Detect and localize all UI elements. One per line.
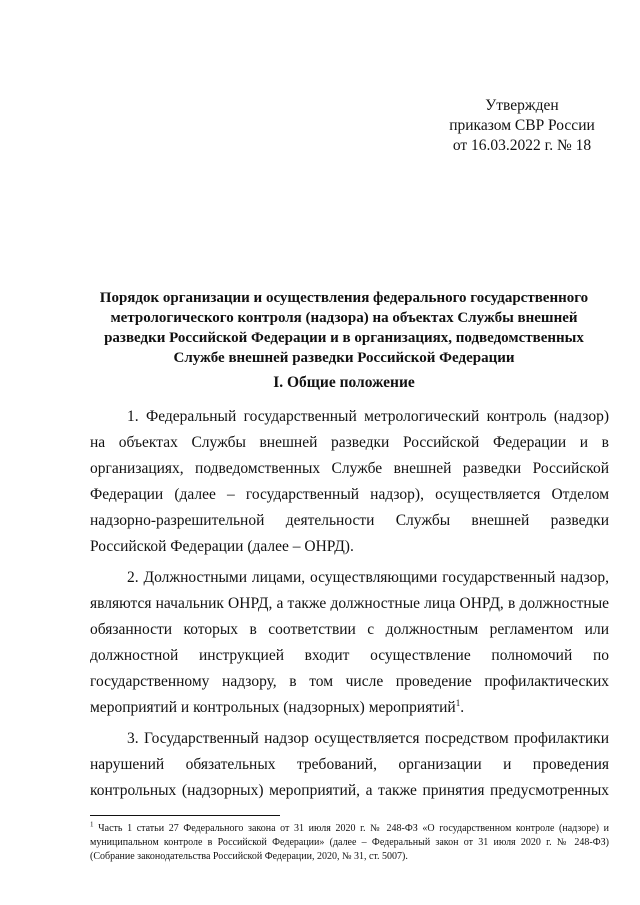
- footnote-mark: 1: [90, 820, 94, 829]
- paragraph-2-end: .: [460, 699, 465, 716]
- approval-line: приказом СВР России: [449, 117, 595, 134]
- approval-block: [432, 96, 612, 156]
- approval-line: Утвержден: [485, 97, 559, 114]
- title-line: метрологического контроля (надзора) на объектах Службы внешней: [110, 310, 578, 326]
- body-text: [90, 404, 609, 804]
- paragraph-2-text: 2. Должностными лицами, осуществляющими государственный надзор, являются начальник ОНРД, а также должностные лица ОНРД, в должностные обязанности которых в соответствии с должностным регламентом или должностной инструкцией входит осуществление полномочий по государственному надзору, в том числе проведение профилактических мероприятий и контрольных (надзорных) мероприятий: [90, 569, 609, 716]
- paragraph-2: [90, 565, 609, 721]
- footnote-text: Часть 1 статьи 27 Федерального закона от 31 июля 2020 г. № 248-ФЗ «О государственном контроле (надзоре) и муниципальном контроле в Российской Федерации» (далее – Федеральный закон от 31 июля 2020 г. № 248-ФЗ) (Собрание законодательства Российской Федерации, 2020, № 31, ст. 5007).: [90, 823, 609, 862]
- title-line: Службе внешней разведки Российской Федерации: [173, 350, 515, 366]
- footnote-divider: [90, 815, 280, 816]
- section-heading: I. Общие положение: [273, 374, 415, 391]
- paragraph-3: 3. Государственный надзор осуществляется посредством профилактики нарушений обязательных требований, организации и проведения контрольных (надзорных) мероприятий, а также принятия предусмотренных: [90, 730, 609, 799]
- approval-line: от 16.03.2022 г. № 18: [452, 137, 592, 154]
- title-line: разведки Российской Федерации и в организациях, подведомственных: [104, 330, 584, 346]
- title-line: Порядок организации и осуществления федерального государственного: [99, 290, 589, 306]
- footnote: [90, 822, 609, 864]
- document-title: [84, 288, 604, 368]
- paragraph-1: 1. Федеральный государственный метрологический контроль (надзор) на объектах Службы внешней разведки Российской Федерации и в организациях, подведомственных Службе внешней разведки Российской Федерации (далее – государственный надзор), осуществляется Отделом надзорно-разрешительной деятельности Службы внешней разведки Российской Федерации (далее – ОНРД).: [90, 408, 609, 555]
- footnote-reference[interactable]: 1: [455, 697, 461, 708]
